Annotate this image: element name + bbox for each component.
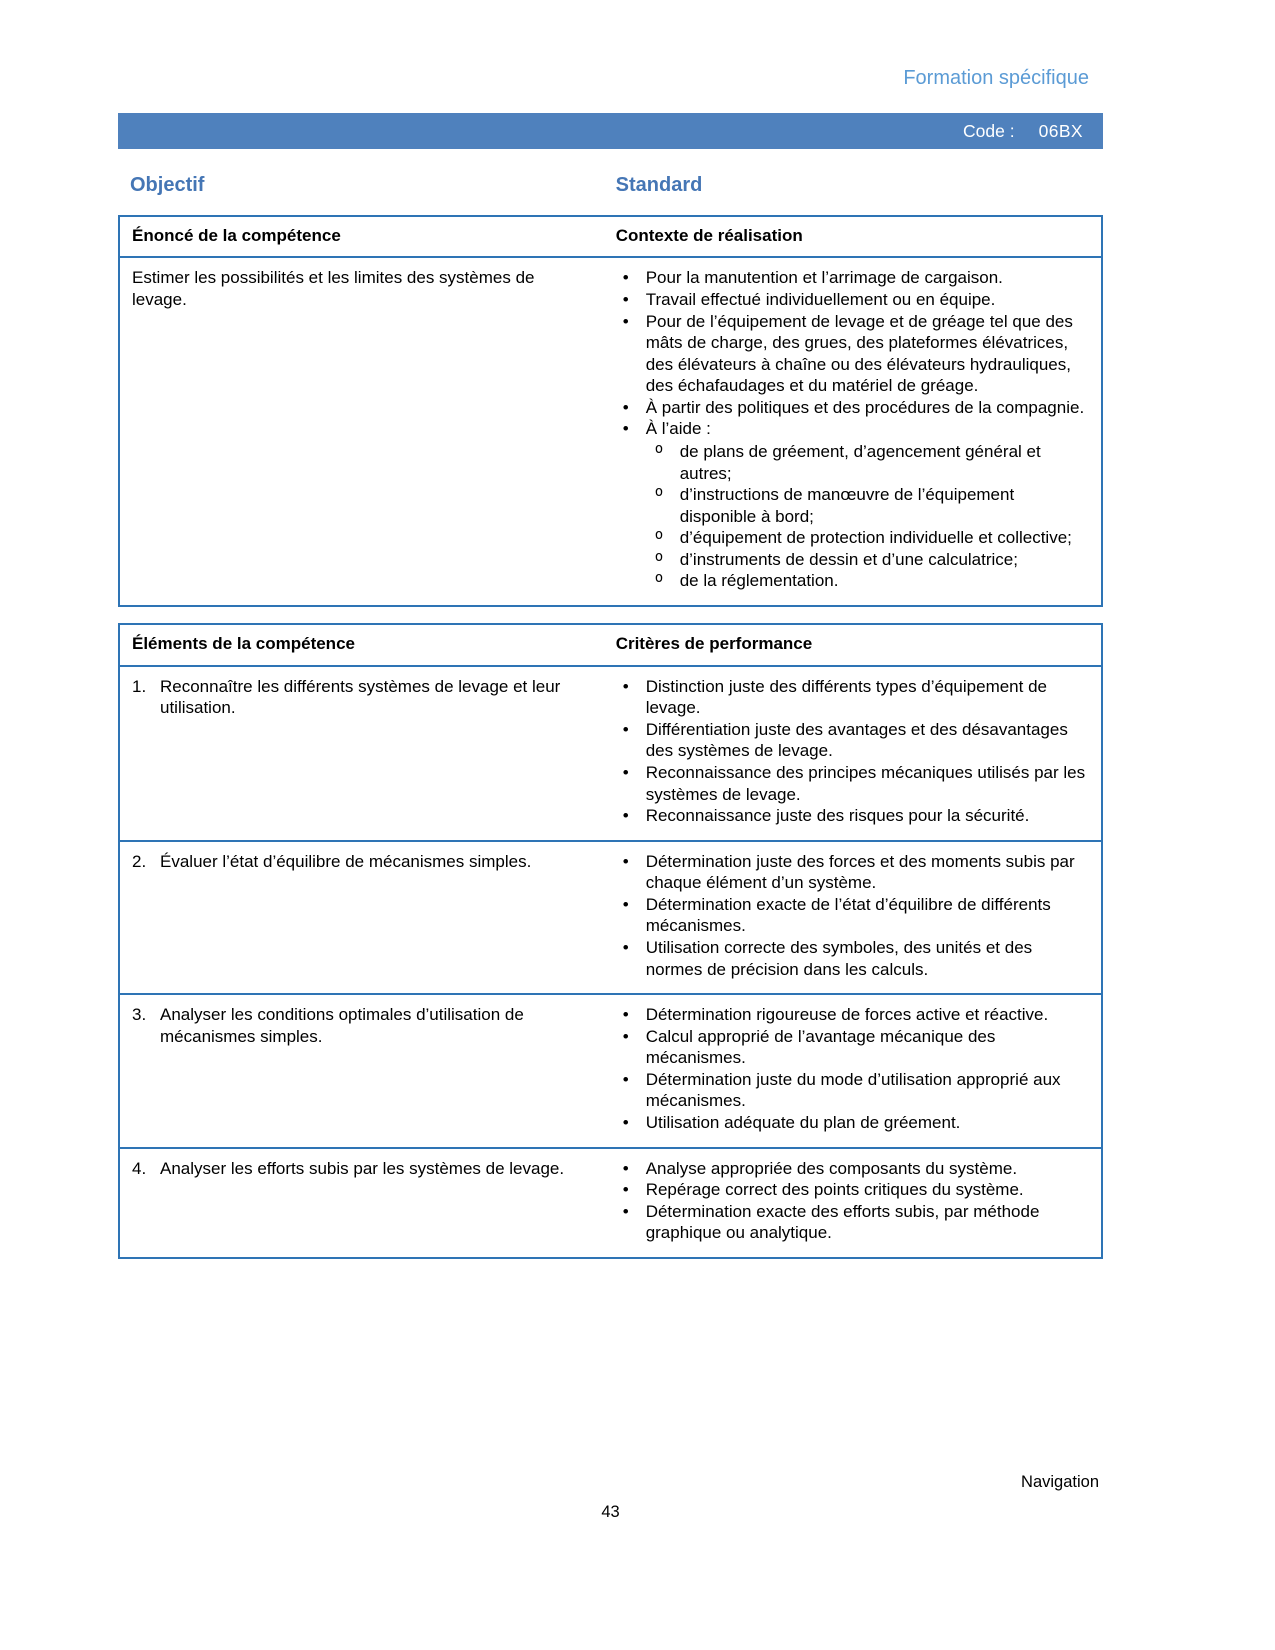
bullet-text: Reconnaissance des principes mécaniques utilisés par les systèmes de levage. [645, 762, 1086, 804]
bullet-text: Différentiation juste des avantages et des désavantages des systèmes de levage. [645, 719, 1068, 761]
element-statement [132, 1158, 573, 1180]
sub-list-item [646, 484, 1087, 527]
competence-table-header-row [120, 217, 1101, 259]
list-item [616, 1201, 1087, 1244]
sub-bullet-text: d’instructions de manœuvre de l’équipement disponible à bord; [679, 485, 1015, 526]
list-item [616, 397, 1087, 419]
sub-list-item [646, 441, 1087, 484]
code-banner [118, 113, 1103, 149]
bullet-text: À partir des politiques et des procédures de la compagnie. [645, 397, 1085, 417]
element-number: 4. [132, 1158, 147, 1178]
list-item [616, 418, 1087, 592]
element-statement [132, 1004, 573, 1047]
list-item [616, 289, 1087, 311]
contexte-cell [601, 258, 1101, 605]
footer-section-label: Navigation [1021, 1473, 1099, 1491]
element-number: 1. [132, 676, 147, 696]
sub-list-item [646, 527, 1087, 549]
bullet-text: Calcul approprié de l’avantage mécanique des mécanismes. [645, 1026, 996, 1068]
list-item [616, 894, 1087, 937]
criteria-cell [601, 842, 1101, 993]
element-text: Reconnaître les différents systèmes de levage et leur utilisation. [160, 676, 561, 718]
element-row-3 [120, 993, 1101, 1146]
list-item [616, 1112, 1087, 1134]
element-statement [132, 851, 573, 873]
enonce-header: Énoncé de la compétence [132, 225, 341, 245]
list-item [616, 1158, 1087, 1180]
aide-sub-list [646, 441, 1087, 592]
element-text: Évaluer l’état d’équilibre de mécanismes simples. [160, 851, 532, 871]
bullet-text: À l’aide : [645, 419, 711, 439]
bullet-text: Utilisation adéquate du plan de gréement. [645, 1113, 961, 1133]
bullet-text: Détermination exacte de l’état d’équilibre de différents mécanismes. [645, 894, 1051, 936]
elements-table [118, 623, 1103, 1259]
element-row-2 [120, 840, 1101, 993]
list-item [616, 937, 1087, 980]
element-cell [120, 667, 601, 840]
page-content [118, 0, 1103, 1259]
criteria-cell [601, 995, 1101, 1146]
sub-bullet-text: de la réglementation. [679, 571, 839, 591]
sub-list-item [646, 549, 1087, 571]
bullet-text: Utilisation correcte des symboles, des unités et des normes de précision dans les calculs. [645, 937, 1033, 979]
element-statement [132, 676, 573, 719]
criteria-cell [601, 667, 1101, 840]
list-item [616, 762, 1087, 805]
bullet-text: Détermination exacte des efforts subis, par méthode graphique ou analytique. [645, 1201, 1040, 1243]
element-row-1 [120, 667, 1101, 840]
competence-statement: Estimer les possibilités et les limites des systèmes de levage. [132, 268, 535, 309]
list-item [616, 1004, 1087, 1026]
list-item [616, 805, 1087, 827]
bullet-text: Distinction juste des différents types d’équipement de levage. [645, 676, 1047, 718]
bullet-text: Repérage correct des points critiques du système. [645, 1180, 1024, 1200]
element-number: 2. [132, 851, 147, 871]
list-item [616, 1026, 1087, 1069]
list-item [616, 311, 1087, 397]
competence-table [118, 215, 1103, 607]
criteria-list [616, 851, 1087, 980]
code-label: Code : [963, 121, 1015, 142]
standard-heading: Standard [615, 174, 703, 197]
element-text: Analyser les efforts subis par les systèmes de levage. [160, 1158, 565, 1178]
criteria-cell [601, 1149, 1101, 1257]
bullet-text: Travail effectué individuellement ou en équipe. [645, 289, 996, 309]
section-label: Formation spécifique [903, 67, 1089, 89]
criteria-list [616, 1158, 1087, 1244]
contexte-header: Contexte de réalisation [615, 225, 803, 245]
element-cell [120, 1149, 601, 1257]
list-item [616, 267, 1087, 289]
list-item [616, 1069, 1087, 1112]
sub-bullet-text: d’instruments de dessin et d’une calculatrice; [679, 549, 1018, 569]
element-cell [120, 995, 601, 1146]
criteres-header: Critères de performance [615, 634, 813, 654]
criteria-list [616, 676, 1087, 827]
sub-list-item [646, 570, 1087, 592]
objectif-heading: Objectif [130, 174, 205, 197]
elements-header: Éléments de la compétence [132, 634, 355, 654]
bullet-text: Détermination juste des forces et des moments subis par chaque élément d’un système. [645, 851, 1075, 893]
bullet-text: Pour de l’équipement de levage et de gréage tel que des mâts de charge, des grues, des plateformes élévatrices, des élévateurs à chaîne ou des élévateurs hydrauliques, des échafaudages et du matériel de gréage. [645, 311, 1073, 396]
element-row-4 [120, 1147, 1101, 1257]
element-text: Analyser les conditions optimales d’utilisation de mécanismes simples. [160, 1005, 524, 1046]
list-item [616, 719, 1087, 762]
page-number: 43 [601, 1503, 620, 1521]
list-item [616, 851, 1087, 894]
code-value: 06BX [1038, 121, 1083, 142]
column-headings [118, 173, 1103, 198]
element-number: 3. [132, 1005, 147, 1025]
sub-bullet-text: d’équipement de protection individuelle et collective; [679, 528, 1072, 548]
bullet-text: Détermination rigoureuse de forces active et réactive. [645, 1005, 1049, 1025]
list-item [616, 676, 1087, 719]
elements-table-header-row [120, 625, 1101, 667]
bullet-text: Analyse appropriée des composants du système. [645, 1158, 1018, 1178]
sub-bullet-text: de plans de gréement, d’agencement général et autres; [679, 441, 1041, 483]
bullet-text: Reconnaissance juste des risques pour la sécurité. [645, 806, 1030, 826]
competence-statement-cell [120, 258, 601, 605]
context-bullet-list [616, 267, 1087, 592]
criteria-list [616, 1004, 1087, 1133]
element-cell [120, 842, 601, 993]
competence-table-body-row [120, 258, 1101, 605]
bullet-text: Détermination juste du mode d’utilisation approprié aux mécanismes. [645, 1069, 1061, 1111]
bullet-text: Pour la manutention et l’arrimage de cargaison. [645, 268, 1003, 288]
list-item [616, 1179, 1087, 1201]
